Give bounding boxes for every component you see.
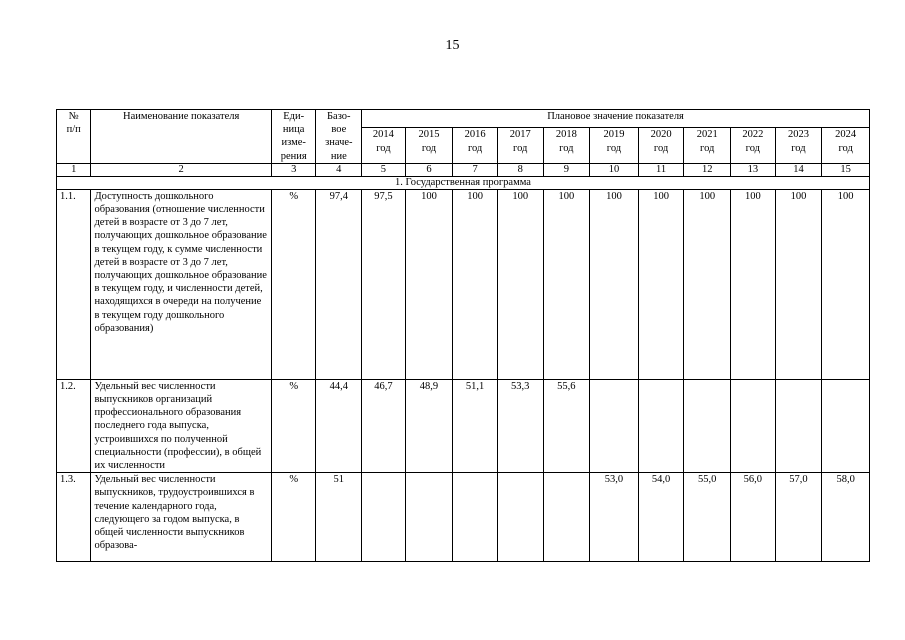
header-year xyxy=(497,128,543,163)
plan-value: 97,5 xyxy=(362,189,406,379)
plan-value: 46,7 xyxy=(362,379,406,472)
header-planned xyxy=(362,110,870,128)
header-year xyxy=(822,128,870,163)
plan-value: 55,6 xyxy=(543,379,590,472)
column-number: 2 xyxy=(91,163,271,176)
header-base-text: Базо- вое значе- ние xyxy=(325,111,353,162)
column-number: 13 xyxy=(731,163,776,176)
plan-value xyxy=(453,473,498,562)
header-year xyxy=(590,128,639,163)
plan-value xyxy=(590,379,639,472)
column-number: 12 xyxy=(684,163,731,176)
page-number: 15 xyxy=(445,38,460,53)
plan-value xyxy=(731,379,776,472)
column-number: 5 xyxy=(362,163,406,176)
section-row xyxy=(57,176,870,189)
plan-value: 100 xyxy=(638,189,684,379)
section-title: 1. Государственная программа xyxy=(57,176,870,189)
column-number: 6 xyxy=(405,163,453,176)
column-number: 9 xyxy=(543,163,590,176)
header-year-text: 2023 год xyxy=(787,129,809,154)
indicator-name: Удельный вес численности выпускников организаций профессионального образования последнего года выпуска, устроившихся по полученной специальности (профессии), в общей их численности xyxy=(91,379,271,472)
plan-value: 57,0 xyxy=(775,473,822,562)
header-year xyxy=(775,128,822,163)
indicators-table xyxy=(56,109,870,562)
plan-value: 55,0 xyxy=(684,473,731,562)
plan-value: 100 xyxy=(822,189,870,379)
header-year-text: 2016 год xyxy=(464,129,486,154)
header-year xyxy=(638,128,684,163)
plan-value: 54,0 xyxy=(638,473,684,562)
header-name-text: Наименование показателя xyxy=(122,111,240,122)
column-number: 11 xyxy=(638,163,684,176)
table-row xyxy=(57,379,870,472)
base-value: 51 xyxy=(316,473,362,562)
plan-value: 100 xyxy=(731,189,776,379)
base-value: 44,4 xyxy=(316,379,362,472)
column-number: 1 xyxy=(57,163,91,176)
column-number: 4 xyxy=(316,163,362,176)
plan-value xyxy=(684,379,731,472)
unit-cell: % xyxy=(271,189,316,379)
header-base xyxy=(316,110,362,164)
plan-value: 100 xyxy=(453,189,498,379)
plan-value xyxy=(775,379,822,472)
indicator-name: Доступность дошкольного образования (отношение численности детей в возрасте от 3 до 7 лет, получающих дошкольное образование в текущем году, к сумме численности детей в возрасте от 3 до 7 лет, получающих дошкольное образование в текущем году, и численности детей, находящихся в очереди на получение в текущем году дошкольного образования) xyxy=(91,189,271,379)
plan-value: 100 xyxy=(497,189,543,379)
plan-value: 53,0 xyxy=(590,473,639,562)
column-number: 7 xyxy=(453,163,498,176)
plan-value xyxy=(497,473,543,562)
header-num xyxy=(57,110,91,164)
header-year-text: 2017 год xyxy=(509,129,531,154)
plan-value xyxy=(638,379,684,472)
header-year xyxy=(731,128,776,163)
plan-value: 100 xyxy=(590,189,639,379)
column-numbers-row xyxy=(57,163,870,176)
plan-value xyxy=(362,473,406,562)
header-year xyxy=(405,128,453,163)
header-row-top xyxy=(57,110,870,128)
header-year-text: 2020 год xyxy=(650,129,672,154)
column-number: 14 xyxy=(775,163,822,176)
plan-value: 100 xyxy=(405,189,453,379)
column-number: 10 xyxy=(590,163,639,176)
header-year-text: 2018 год xyxy=(555,129,577,154)
header-year xyxy=(362,128,406,163)
plan-value xyxy=(405,473,453,562)
table-row xyxy=(57,189,870,379)
unit-cell: % xyxy=(271,379,316,472)
header-year-text: 2021 год xyxy=(696,129,718,154)
header-num-text: № п/п xyxy=(66,111,81,136)
plan-value: 58,0 xyxy=(822,473,870,562)
row-number: 1.3. xyxy=(57,473,91,562)
header-year-text: 2024 год xyxy=(835,129,857,154)
header-year xyxy=(543,128,590,163)
plan-value: 51,1 xyxy=(453,379,498,472)
row-number: 1.2. xyxy=(57,379,91,472)
plan-value: 100 xyxy=(543,189,590,379)
plan-value: 100 xyxy=(775,189,822,379)
header-year-text: 2015 год xyxy=(418,129,440,154)
plan-value: 53,3 xyxy=(497,379,543,472)
plan-value: 56,0 xyxy=(731,473,776,562)
header-year-text: 2014 год xyxy=(372,129,394,154)
table-row xyxy=(57,473,870,562)
header-planned-text: Плановое значение показателя xyxy=(547,111,684,122)
indicator-name: Удельный вес численности выпускников, трудоустроившихся в течение календарного года, следующего за годом выпуска, в общей численности выпускников образова- xyxy=(91,473,271,562)
header-name xyxy=(91,110,271,164)
plan-value: 48,9 xyxy=(405,379,453,472)
column-number: 3 xyxy=(271,163,316,176)
column-number: 15 xyxy=(822,163,870,176)
plan-value xyxy=(822,379,870,472)
base-value: 97,4 xyxy=(316,189,362,379)
row-number: 1.1. xyxy=(57,189,91,379)
header-unit xyxy=(271,110,316,164)
plan-value: 100 xyxy=(684,189,731,379)
plan-value xyxy=(543,473,590,562)
header-year xyxy=(453,128,498,163)
header-year-text: 2019 год xyxy=(603,129,625,154)
header-unit-text: Еди- ница изме- рения xyxy=(280,111,307,162)
unit-cell: % xyxy=(271,473,316,562)
header-year-text: 2022 год xyxy=(742,129,764,154)
column-number: 8 xyxy=(497,163,543,176)
header-year xyxy=(684,128,731,163)
